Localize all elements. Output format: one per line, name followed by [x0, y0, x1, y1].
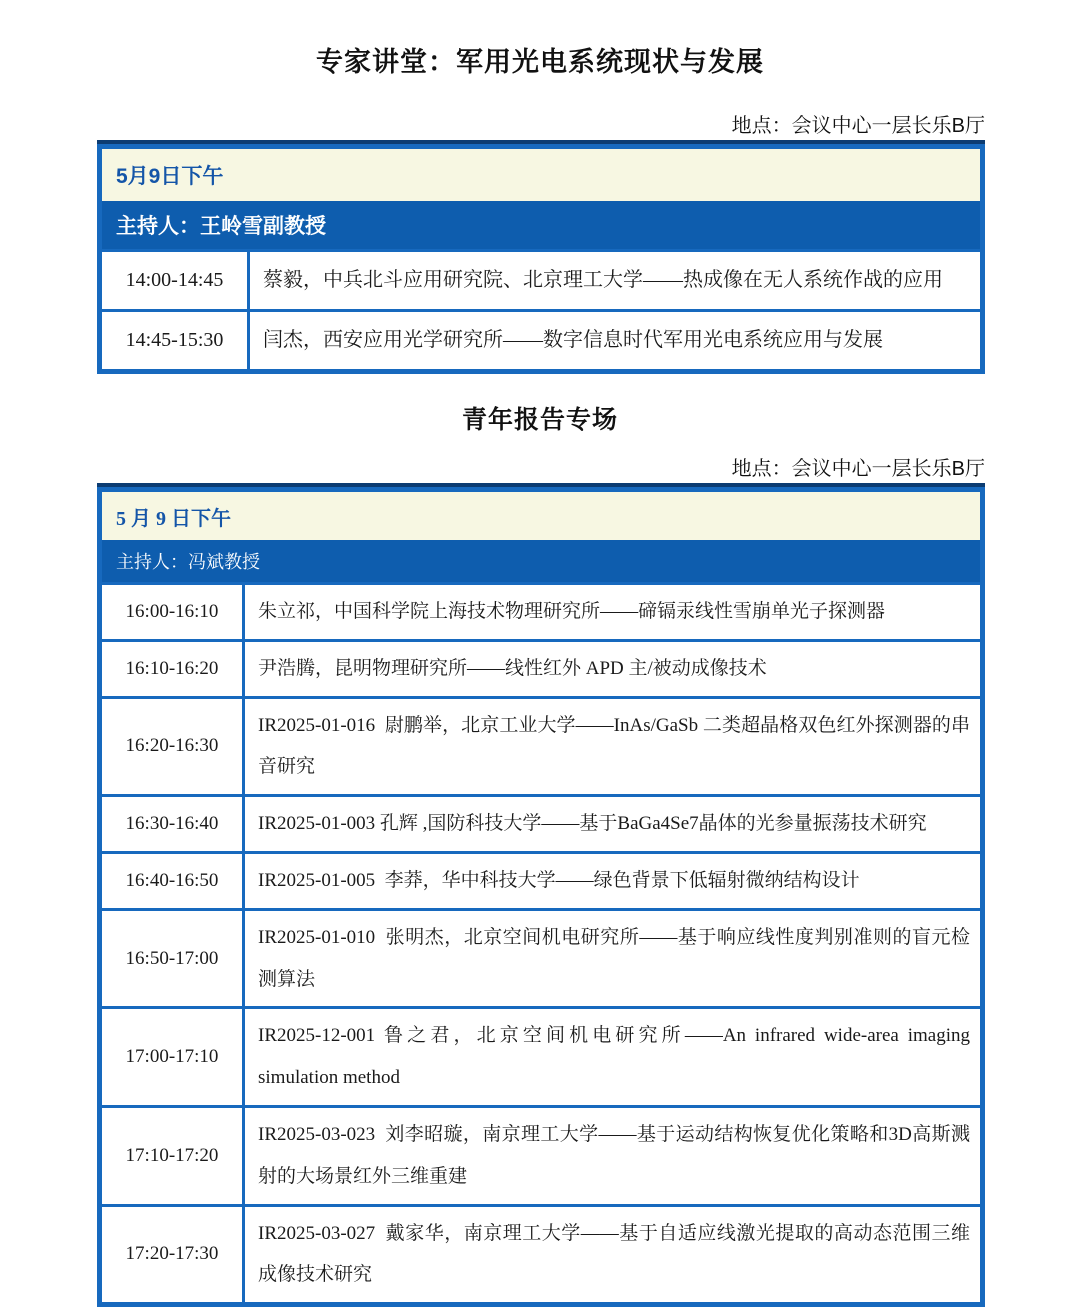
time-cell: 16:10-16:20 — [102, 642, 245, 696]
time-cell: 16:30-16:40 — [102, 797, 245, 851]
talk-description: 尹浩腾，昆明物理研究所——线性红外 APD 主/被动成像技术 — [258, 657, 767, 679]
talk-description: IR2025-01-005 李莽，华中科技大学——绿色背景下低辐射微纳结构设计 — [258, 869, 860, 891]
content-cell — [245, 1207, 980, 1303]
talk-description: 闫杰，西安应用光学研究所——数字信息时代军用光电系统应用与发展 — [263, 329, 883, 351]
talk-description: 蔡毅，中兵北斗应用研究院、北京理工大学——热成像在无人系统作战的应用 — [263, 269, 943, 291]
host-label: 主持人：王岭雪副教授 — [116, 215, 326, 238]
content-cell — [245, 642, 980, 696]
table-row — [102, 908, 980, 1007]
time-cell: 14:00-14:45 — [102, 252, 250, 309]
time-cell: 17:20-17:30 — [102, 1207, 245, 1303]
content-cell — [245, 797, 980, 851]
content-cell — [245, 1108, 980, 1204]
talk-description: IR2025-01-003 孔辉 ,国防科技大学——基于BaGa4Se7晶体的光参量振荡技术研究 — [258, 813, 927, 835]
time-cell: 17:10-17:20 — [102, 1108, 245, 1204]
talk-description: IR2025-01-010 张明杰，北京空间机电研究所——基于响应线性度判别准则的盲元检测算法 — [258, 926, 970, 990]
table-row — [102, 639, 980, 696]
youth-report-section — [0, 400, 1080, 1307]
host-label: 主持人：冯斌教授 — [116, 552, 260, 572]
table-row — [102, 794, 980, 851]
table-row — [102, 1105, 980, 1204]
table-row — [102, 851, 980, 908]
content-cell — [245, 585, 980, 639]
content-cell — [245, 854, 980, 908]
time-cell: 16:00-16:10 — [102, 585, 245, 639]
expert-lecture-location: 地点：会议中心一层长乐B厅 — [731, 115, 985, 137]
content-cell — [245, 1009, 980, 1105]
talk-description: IR2025-03-023 刘李昭璇，南京理工大学——基于运动结构恢复优化策略和3D高斯溅射的大场景红外三维重建 — [258, 1123, 970, 1187]
youth-report-title: 青年报告专场 — [461, 406, 618, 434]
date-header-label: 5 月 9 日下午 — [116, 507, 231, 530]
youth-report-table — [97, 487, 985, 1307]
talk-description: IR2025-12-001 鲁之君，北京空间机电研究所——An infrared wide-area imaging simulation method — [258, 1025, 975, 1089]
time-cell: 17:00-17:10 — [102, 1009, 245, 1105]
date-header-label: 5月9日下午 — [116, 165, 224, 188]
host-row — [102, 540, 980, 582]
time-cell: 16:50-17:00 — [102, 911, 245, 1007]
table-row — [102, 1204, 980, 1303]
talk-description: IR2025-01-016 尉鹏举，北京工业大学——InAs/GaSb 二类超晶格双色红外探测器的串音研究 — [258, 714, 970, 778]
content-cell — [245, 699, 980, 795]
talk-description: IR2025-03-027 戴家华，南京理工大学——基于自适应线激光提取的高动态范围三维成像技术研究 — [258, 1222, 970, 1286]
table-row — [102, 1006, 980, 1105]
expert-lecture-table — [97, 144, 985, 374]
time-cell: 16:20-16:30 — [102, 699, 245, 795]
time-cell: 16:40-16:50 — [102, 854, 245, 908]
expert-lecture-title: 专家讲堂：军用光电系统现状与发展 — [316, 47, 764, 77]
talk-description: 朱立祁，中国科学院上海技术物理研究所——碲镉汞线性雪崩单光子探测器 — [258, 601, 886, 622]
date-header-row — [102, 149, 980, 201]
table-row — [102, 249, 980, 309]
table-row — [102, 309, 980, 369]
content-cell — [245, 911, 980, 1007]
content-cell — [250, 252, 980, 309]
expert-lecture-section — [0, 40, 1080, 374]
date-header-row — [102, 492, 980, 540]
table-row — [102, 696, 980, 795]
content-cell — [250, 312, 980, 369]
youth-report-location: 地点：会议中心一层长乐B厅 — [731, 458, 985, 480]
host-row — [102, 201, 980, 249]
table-row — [102, 582, 980, 639]
time-cell: 14:45-15:30 — [102, 312, 250, 369]
